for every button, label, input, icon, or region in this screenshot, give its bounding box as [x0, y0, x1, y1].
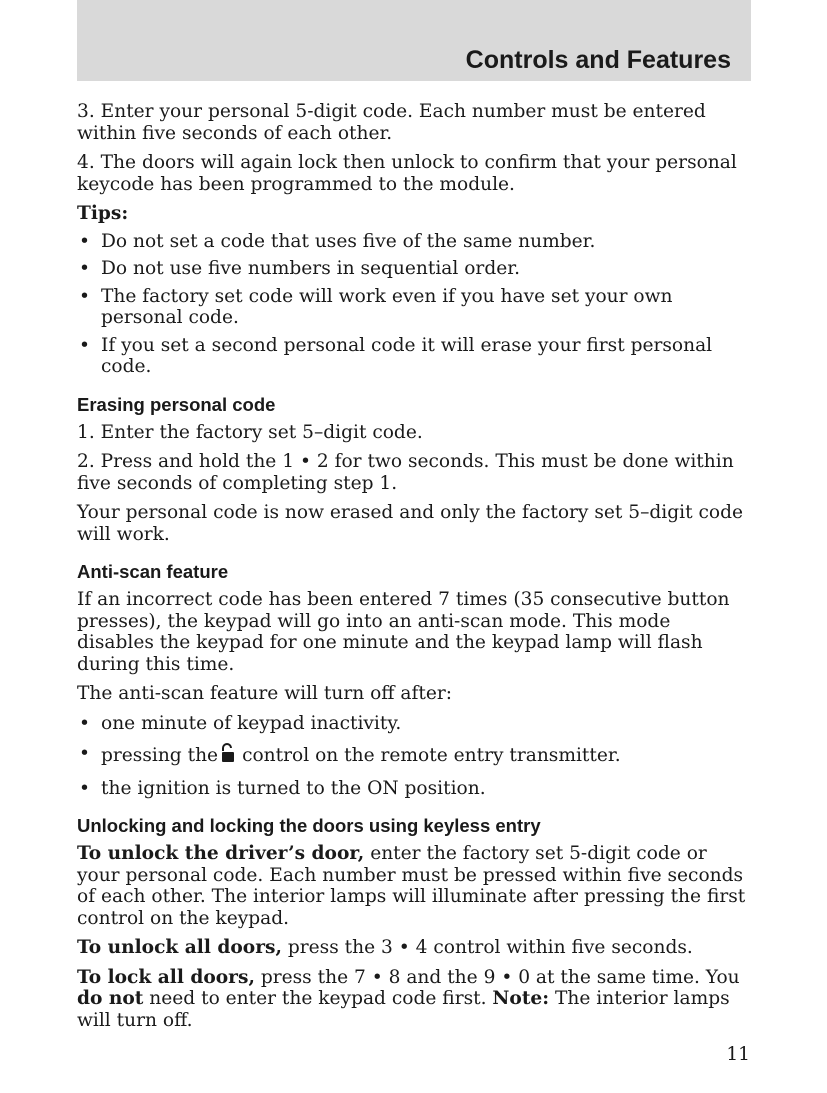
list-item: • the ignition is turned to the ON position.: [79, 777, 486, 799]
tips-label: Tips:: [77, 203, 129, 224]
unlock-icon: [220, 743, 236, 769]
bullet: •: [79, 712, 90, 734]
list-item: • If you set a second personal code it will erase your first personal code.: [79, 334, 713, 377]
bullet: •: [79, 230, 90, 252]
antiscan-list: [77, 713, 751, 800]
tips-list: [77, 231, 751, 378]
list-item: • The factory set code will work even if you have set your own personal code.: [79, 285, 673, 328]
step-4: 4. The doors will again lock then unlock to confirm that your personal keycode has been programmed to the module.: [77, 152, 737, 195]
page-number: 11: [726, 1044, 750, 1065]
list-item: • Do not set a code that uses five of the same number.: [79, 230, 596, 252]
keyless-para-1: To unlock the driver’s door, enter the factory set 5-digit code or your personal code. Each number must be pressed within five seconds of each other. The interior lamps will illuminate after pressing the first control on the keypad.: [77, 843, 746, 929]
step-3: 3. Enter your personal 5-digit code. Each number must be entered within five seconds of each other.: [77, 101, 706, 144]
section-title: Controls and Features: [465, 46, 731, 74]
erasing-step-1: 1. Enter the factory set 5–digit code.: [77, 421, 423, 443]
bullet: •: [79, 777, 90, 799]
bullet: •: [79, 334, 90, 356]
antiscan-para-1: If an incorrect code has been entered 7 times (35 consecutive button presses), the keypad will go into an anti-scan mode. This mode disables the keypad for one minute and the keypad lamp will flash during this time.: [77, 589, 730, 675]
erasing-note: Your personal code is now erased and only the factory set 5–digit code will work.: [77, 502, 743, 545]
list-item: • one minute of keypad inactivity.: [79, 712, 402, 734]
bullet: •: [79, 285, 90, 307]
antiscan-heading: Anti-scan feature: [77, 561, 229, 582]
keyless-para-2: To unlock all doors, press the 3 • 4 control within five seconds.: [77, 937, 693, 958]
bullet: •: [79, 743, 90, 764]
antiscan-para-2: The anti-scan feature will turn off after:: [77, 683, 452, 704]
page-header: [77, 0, 751, 81]
erasing-heading: Erasing personal code: [77, 393, 276, 415]
page-content: [77, 101, 751, 1039]
bullet: •: [79, 258, 90, 279]
keyless-para-3: To lock all doors, press the 7 • 8 and the 9 • 0 at the same time. You do not need to enter the keypad code first. Note: The interior lamps will turn off.: [77, 966, 740, 1031]
erasing-step-2: 2. Press and hold the 1 • 2 for two seconds. This must be done within five seconds of completing step 1.: [77, 451, 734, 494]
keyless-heading: Unlocking and locking the doors using keyless entry: [77, 815, 541, 836]
list-item: • Do not use five numbers in sequential order.: [79, 258, 520, 279]
list-item: • pressing the control on the remote entry transmitter.: [77, 743, 751, 769]
